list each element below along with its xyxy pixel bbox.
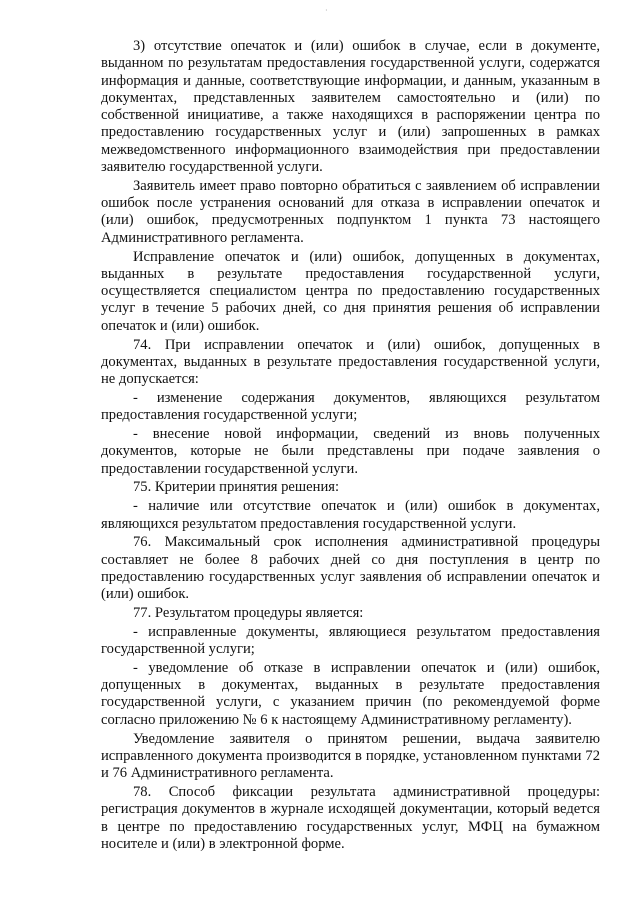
paragraph-75: 75. Критерии принятия решения: bbox=[133, 479, 340, 496]
document-body bbox=[101, 38, 600, 853]
list-item-75-1: - наличие или отсутствие опечаток и (или) ошибок в документах, являющихся результатом предоставления государственной услуги. bbox=[101, 498, 600, 532]
list-item-74-1: - изменение содержания документов, являющихся результатом предоставления государственной услуги; bbox=[101, 389, 600, 424]
paragraph-notification: Уведомление заявителя о принятом решении, выдача заявителю исправленного документа производится в порядке, установленном пунктами 72 и 76 Административного регламента. bbox=[101, 730, 600, 782]
paragraph-reapply: Заявитель имеет право повторно обратиться с заявлением об исправлении ошибок после устранения оснований для отказа в исправлении опечаток и (или) ошибок, предусмотренных подпунктом 1 пункта 73 настоящего Административного регламента. bbox=[101, 177, 600, 246]
list-item-77-2: - уведомление об отказе в исправлении опечаток и (или) ошибок, допущенных в документах, выданных в результате предоставления государственной услуги, с указанием причин (по рекомендуемой форме согласно приложению № 6 к настоящему Административному регламенту). bbox=[101, 659, 600, 728]
paragraph-76: 76. Максимальный срок исполнения административной процедуры составляет не более 8 рабочих дней со дня поступления в центр по предоставлению государственных услуг заявления об исправлении опечаток и (или) ошибок. bbox=[101, 534, 600, 603]
list-item-77-1: - исправленные документы, являющиеся результатом предоставления государственной услуги; bbox=[101, 623, 600, 658]
page-mark: · bbox=[325, 6, 328, 15]
paragraph-78: 78. Способ фиксации результата административной процедуры: регистрация документов в журнале исходящей документации, который ведется в центре по предоставлению государственных услуг, МФЦ на бумажном носителе и (или) в электронной форме. bbox=[101, 783, 600, 852]
paragraph-correction: Исправление опечаток и (или) ошибок, допущенных в документах, выданных в результате предоставления государственной услуги, осуществляется специалистом центра по предоставлению государственных услуг в течение 5 рабочих дней, со дня принятия решения об исправлении опечаток и (или) ошибок. bbox=[101, 248, 600, 334]
paragraph-77: 77. Результатом процедуры является: bbox=[133, 605, 364, 621]
list-item-74-2: - внесение новой информации, сведений из вновь полученных документов, которые не были представлены при подаче заявления о предоставлении государственной услуги. bbox=[101, 426, 600, 477]
paragraph-74: 74. При исправлении опечаток и (или) ошибок, допущенных в документах, выданных в результате предоставления государственной услуги, не допускается: bbox=[101, 336, 600, 388]
paragraph-item-3: 3) отсутствие опечаток и (или) ошибок в случае, если в документе, выданном по результатам предоставления государственной услуги, содержатся информация и данные, соответствующие информации, и данным, указанным в документах, представленных заявителем самостоятельно и (или) по собственной инициативе, а также находящихся в распоряжении центра по предоставлению государственных услуг и (или) запрошенных в рамках межведомственного информационного взаимодействия при предоставлении заявителю государственной услуги. bbox=[101, 38, 600, 176]
